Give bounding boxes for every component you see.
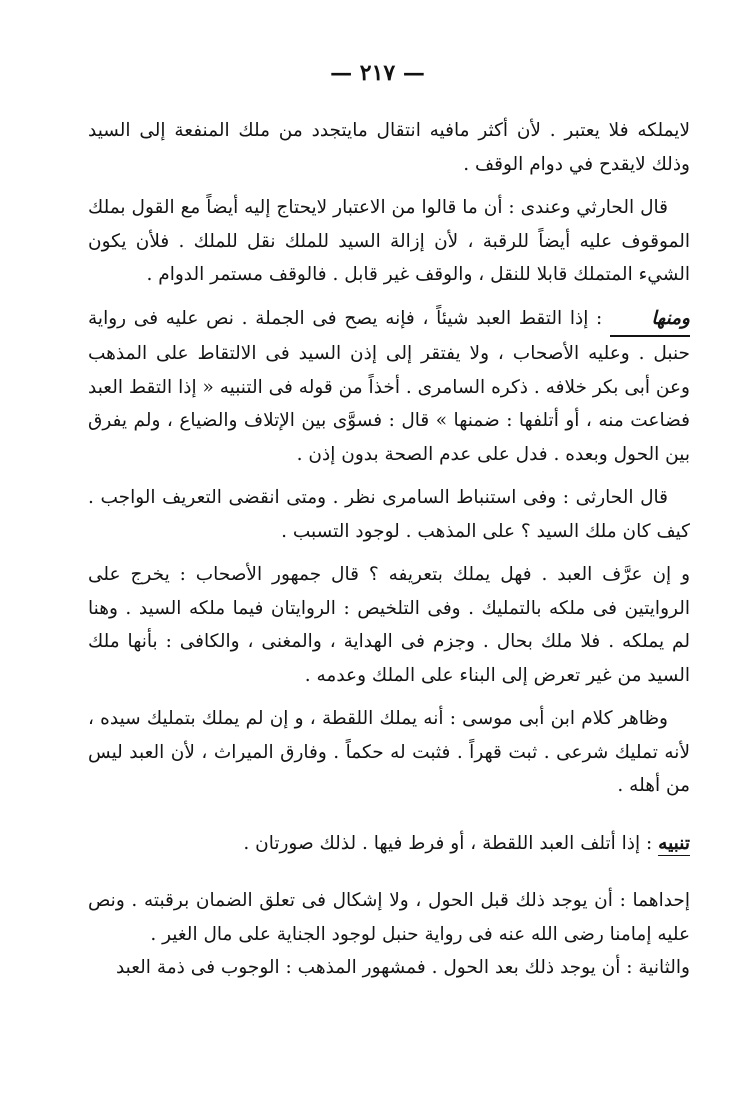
paragraph-text: : إذا التقط العبد شيئاً ، فإنه يصح فى الجملة . نص عليه فى رواية حنبل . وعليه الأصحاب ، ولا يفتقر إلى إذن السيد فى الالتقاط على المذهب وعن أبى بكر خلافه . ذكره السامرى . أخذاً من قوله فى التنبيه « إذا التقط العبد فضاعت منه ، أو أتلفها : ضمنها » قال : فسوَّى بين الإتلاف والضياع ، ولم يفرق بين الحول وبعده . فدل على عدم الصحة بدون إذن . xyxy=(88,307,690,465)
document-body xyxy=(88,114,690,985)
paragraph-text: وظاهر كلام ابن أبى موسى : أنه يملك اللقطة ، و إن لم يملك بتمليك سيده ، لأنه تمليك شرعى . ثبت قهراً . فثبت له حكماً . وفارق الميراث ، لأن العبد ليس من أهله . xyxy=(88,708,690,796)
paragraph-6 xyxy=(88,702,690,803)
page-number: — ٢١٧ — xyxy=(330,60,425,86)
paragraph-5 xyxy=(88,558,690,692)
paragraph-8 xyxy=(88,884,690,951)
section-keyword: ومنها xyxy=(610,302,690,338)
paragraph-9 xyxy=(88,951,690,985)
paragraph-4 xyxy=(88,481,690,548)
section-keyword: تنبيه xyxy=(658,832,690,854)
paragraph-7 xyxy=(88,827,690,861)
paragraph-2 xyxy=(88,191,690,292)
paragraph-text: والثانية : أن يوجد ذلك بعد الحول . فمشهور المذهب : الوجوب فى ذمة العبد xyxy=(115,957,690,978)
paragraph-text: : إذا أتلف العبد اللقطة ، أو فرط فيها . لذلك صورتان . xyxy=(243,832,653,854)
paragraph-text: قال الحارثى : وفى استنباط السامرى نظر . ومتى انقضى التعريف الواجب . كيف كان ملك السيد ؟ على المذهب . لوجود التسبب . xyxy=(88,487,690,542)
paragraph-text: قال الحارثي وعندى : أن ما قالوا من الاعتبار لايحتاج إليه أيضاً مع القول بملك الموقوف عليه أيضاً للرقبة ، لأن إزالة السيد للملك نقل للملك . فلأن يكون الشيء المتملك قابلا للنقل ، والوقف غير قابل . فالوقف مستمر الدوام . xyxy=(88,197,690,285)
paragraph-3 xyxy=(88,302,690,472)
paragraph-1 xyxy=(88,114,690,181)
paragraph-text: لايملكه فلا يعتبر . لأن أكثر مافيه انتقال مايتجدد من ملك المنفعة إلى السيد وذلك لايقدح في دوام الوقف . xyxy=(88,120,690,175)
paragraph-text: إحداهما : أن يوجد ذلك قبل الحول ، ولا إشكال فى تعلق الضمان برقبته . ونص عليه إمامنا رضى الله عنه فى رواية حنبل لوجود الجناية على مال الغير . xyxy=(88,890,690,945)
paragraph-text: و إن عرَّف العبد . فهل يملك بتعريفه ؟ قال جمهور الأصحاب : يخرج على الروايتين فى ملكه بالتمليك . وفى التلخيص : الروايتان فيما ملكه السيد . وهنا لم يملكه . فلا ملك بحال . وجزم فى الهداية ، والمغنى ، والكافى : بأنها ملك السيد من غير تعرض إلى البناء على الملك وعدمه . xyxy=(88,564,690,686)
